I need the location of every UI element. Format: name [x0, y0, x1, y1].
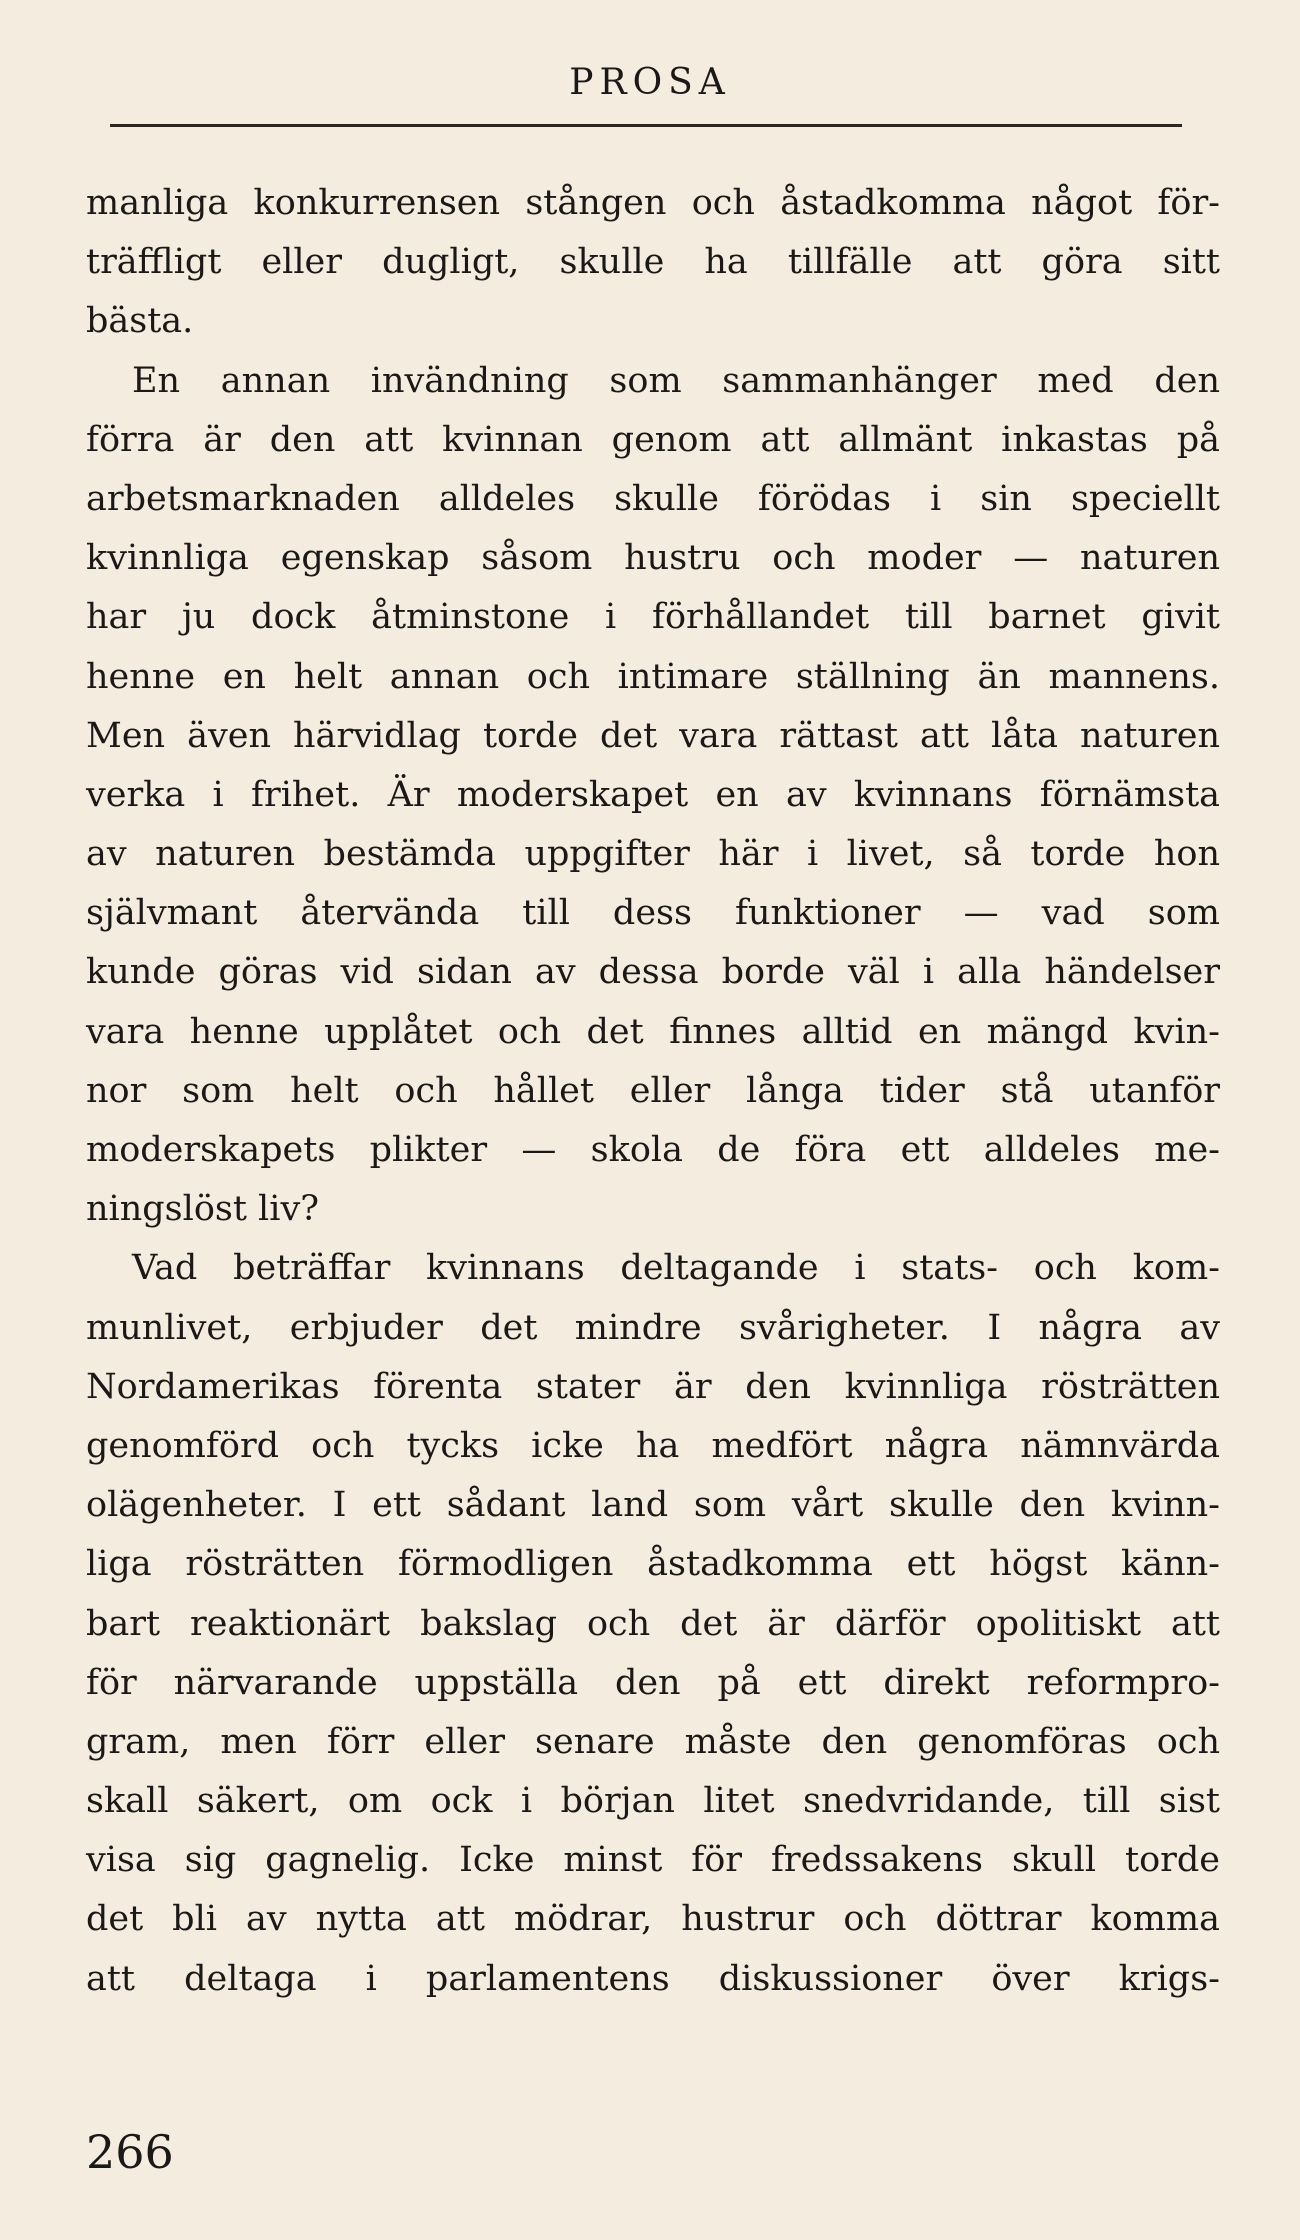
page-number: 266 [86, 2125, 174, 2179]
text-line: av naturen bestämda uppgifter här i livet, så torde hon [86, 834, 1220, 875]
running-head: PROSA [569, 62, 731, 103]
text-line: vara henne upplåtet och det finnes alltid en mängd kvin- [86, 1011, 1220, 1052]
text-line: träffligt eller dugligt, skulle ha tillfälle att göra sitt [86, 242, 1220, 283]
text-line: att deltaga i parlamentens diskussioner över krigs- [86, 1958, 1220, 1999]
text-line: munlivet, erbjuder det mindre svårigheter. I några av [86, 1307, 1220, 1348]
text-line: kvinnliga egenskap såsom hustru och moder — naturen [86, 538, 1220, 579]
paragraph [86, 352, 1220, 1240]
text-line: liga rösträtten förmodligen åstadkomma ett högst känn- [86, 1544, 1220, 1585]
paragraph [86, 174, 1220, 352]
text-line: för närvarande uppställa den på ett direkt reformpro- [86, 1662, 1220, 1703]
text-line: arbetsmarknaden alldeles skulle förödas i sin speciellt [86, 478, 1220, 519]
text-line: Vad beträffar kvinnans deltagande i stats- och kom- [132, 1248, 1220, 1289]
text-line: det bli av nytta att mödrar, hustrur och döttrar komma [86, 1899, 1220, 1940]
text-line: bart reaktionärt bakslag och det är därför opolitiskt att [86, 1603, 1220, 1644]
text-line: bästa. [86, 301, 194, 342]
text-line: har ju dock åtminstone i förhållandet till barnet givit [86, 597, 1220, 638]
text-line: förra är den att kvinnan genom att allmänt inkastas på [86, 419, 1220, 460]
text-line: gram, men förr eller senare måste den genomföras och [86, 1721, 1220, 1762]
text-line: olägenheter. I ett sådant land som vårt skulle den kvinn- [86, 1485, 1220, 1526]
text-line: moderskapets plikter — skola de föra ett alldeles me- [86, 1130, 1220, 1170]
paragraph [86, 1239, 1220, 2008]
text-line: Nordamerikas förenta stater är den kvinnliga rösträtten [86, 1366, 1220, 1407]
text-line: ningslöst liv? [86, 1189, 319, 1230]
text-line: kunde göras vid sidan av dessa borde väl i alla händelser [86, 952, 1220, 993]
text-line: nor som helt och hållet eller långa tider stå utanför [86, 1070, 1220, 1111]
text-line: Men även härvidlag torde det vara rättast att låta naturen [86, 715, 1220, 756]
text-line: genomförd och tycks icke ha medfört några nämnvärda [86, 1425, 1220, 1466]
text-line: manliga konkurrensen stången och åstadkomma något för- [86, 183, 1220, 223]
text-line: visa sig gagnelig. Icke minst för fredssakens skull torde [86, 1840, 1220, 1881]
text-line: En annan invändning som sammanhänger med den [132, 360, 1220, 401]
header-rule [110, 124, 1182, 127]
text-line: skall säkert, om ock i början litet snedvridande, till sist [86, 1781, 1220, 1822]
text-line: självmant återvända till dess funktioner — vad som [86, 893, 1220, 934]
text-line: verka i frihet. Är moderskapet en av kvinnans förnämsta [86, 774, 1220, 815]
text-line: henne en helt annan och intimare ställning än mannens. [86, 656, 1220, 697]
body-text [86, 174, 1220, 2009]
